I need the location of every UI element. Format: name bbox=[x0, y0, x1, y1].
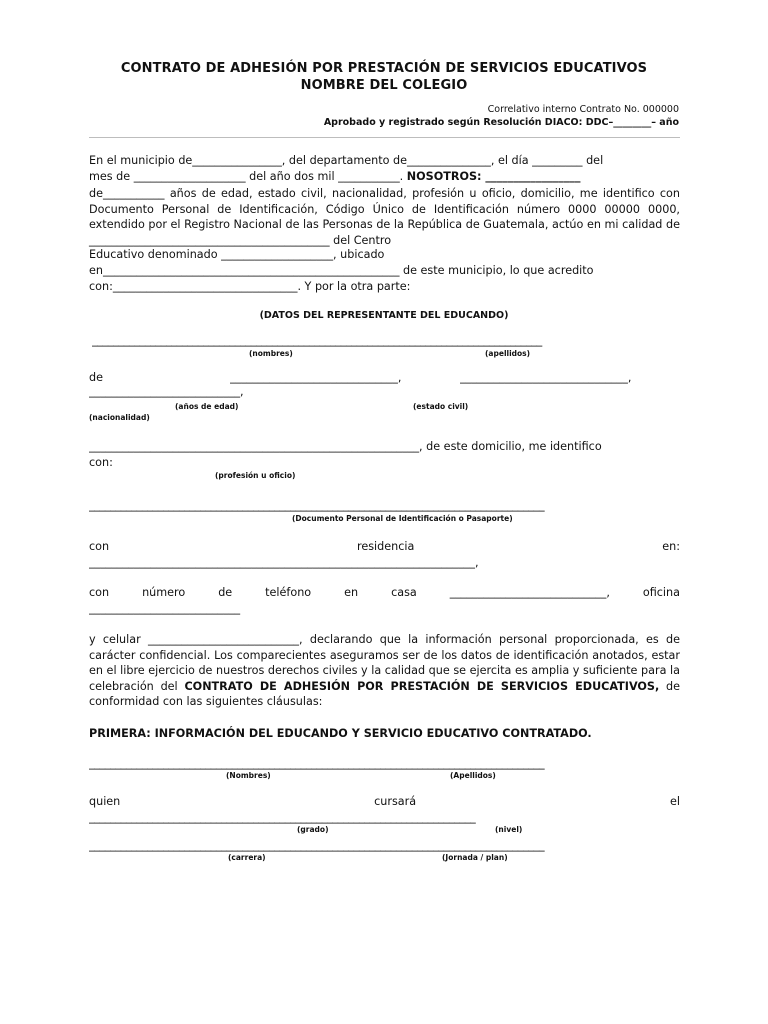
phone-casa: casa bbox=[391, 586, 417, 599]
student-name-line: ______________________________________________________________________________________ bbox=[89, 757, 545, 770]
civil-status-blank: ______________________________, bbox=[460, 371, 632, 384]
label-nivel: (nivel) bbox=[495, 825, 523, 834]
residence-word: residencia bbox=[356, 540, 415, 553]
label-student-apellidos: (Apellidos) bbox=[450, 771, 496, 780]
phone-oficina: oficina bbox=[642, 586, 680, 599]
office-phone-blank: ___________________________ bbox=[89, 602, 241, 615]
intro-paragraph: de___________ años de edad, estado civil, nacionalidad, profesión u oficio, domicilio, me identifico con Documento Personal de Identificación, Código Único de Identificación número 0000 00000 0000, extendido por el Registro Nacional de las Personas de la República de Guatemala, actúo en mi calidad de ___________________________________________ del Centro bbox=[89, 187, 680, 247]
declaration-text: y celular ___________________________, declarando que la información personal proporcionada, es de carácter confidencial. Los comparecientes aseguramos ser de los datos de identificación anotados, estar en el libre ejercicio de nuestros derechos civiles y la calidad que se ejercita es amplia y suficiente para la celebración del bbox=[89, 633, 680, 693]
phone-en: en bbox=[344, 586, 359, 599]
school-name: NOMBRE DEL COLEGIO bbox=[300, 78, 468, 93]
nosotros-label: NOSOTROS: _________________ bbox=[406, 170, 581, 183]
label-grado: (grado) bbox=[297, 825, 329, 834]
document-id-line: ______________________________________________________________________________________ bbox=[89, 499, 545, 512]
contract-number: Correlativo interno Contrato No. 000000 bbox=[487, 104, 679, 115]
intro-line-2 bbox=[89, 170, 680, 183]
contract-name-bold: CONTRATO DE ADHESIÓN POR PRESTACIÓN DE SERVICIOS EDUCATIVOS, bbox=[184, 679, 660, 693]
cursara-row bbox=[89, 795, 680, 808]
intro-line-2-text: mes de ____________________ del año dos mil ___________. bbox=[89, 170, 407, 183]
label-estado-civil: (estado civil) bbox=[413, 402, 469, 411]
document-title: CONTRATO DE ADHESIÓN POR PRESTACIÓN DE SERVICIOS EDUCATIVOS bbox=[120, 61, 648, 76]
intro-line-acredito: con:_________________________________. Y por la otra parte: bbox=[89, 280, 411, 293]
nationality-blank: ___________________________, bbox=[89, 385, 244, 398]
de-word: de bbox=[89, 371, 103, 384]
diaco-resolution: Aprobado y registrado según Resolución DIACO: DDC–________– año bbox=[323, 117, 679, 128]
career-line: ______________________________________________________________________________________ bbox=[89, 839, 545, 852]
quien-word: quien bbox=[89, 795, 121, 808]
label-apellidos: (apellidos) bbox=[485, 349, 531, 358]
cursara-word: cursará bbox=[374, 795, 417, 808]
representative-heading: (DATOS DEL REPRESENTANTE DEL EDUCANDO) bbox=[259, 310, 509, 321]
profession-line: ___________________________________________________________, de este domicilio, me identifico bbox=[89, 440, 602, 453]
clause-primera-heading: PRIMERA: INFORMACIÓN DEL EDUCANDO Y SERVICIO EDUCATIVO CONTRATADO. bbox=[89, 727, 592, 740]
header-divider bbox=[89, 137, 680, 138]
con-label: con: bbox=[89, 456, 113, 469]
declaration-paragraph bbox=[89, 632, 680, 710]
label-documento: (Documento Personal de Identificación o Pasaporte) bbox=[292, 514, 513, 523]
intro-line-ubicado: en_____________________________________________________ de este municipio, lo que acredito bbox=[89, 264, 594, 277]
phone-numero: número bbox=[142, 586, 186, 599]
label-nacionalidad: (nacionalidad) bbox=[89, 413, 150, 422]
label-carrera: (carrera) bbox=[228, 853, 266, 862]
residence-row bbox=[89, 540, 680, 553]
phone-con: con bbox=[89, 586, 110, 599]
residence-blank: _____________________________________________________________________, bbox=[89, 556, 479, 569]
phone-row bbox=[89, 586, 680, 599]
declaration-tail: de conformidad con las siguientes cláusulas: bbox=[89, 679, 681, 709]
label-student-nombres: (Nombres) bbox=[226, 771, 271, 780]
grade-level-line: _________________________________________________________________________ bbox=[89, 811, 476, 824]
label-nombres: (nombres) bbox=[249, 349, 293, 358]
intro-line-1: En el municipio de________________, del departamento de_______________, el día _________ del bbox=[89, 154, 604, 167]
label-profesion: (profesión u oficio) bbox=[215, 471, 296, 480]
phone-de: de bbox=[218, 586, 233, 599]
el-word: el bbox=[669, 795, 680, 808]
residence-en: en: bbox=[662, 540, 680, 553]
phone-telefono: teléfono bbox=[265, 586, 312, 599]
age-blank: ______________________________, bbox=[230, 371, 402, 384]
phone-home-blank: ____________________________, bbox=[449, 586, 610, 599]
residence-con: con bbox=[89, 540, 110, 553]
intro-line-educativo: Educativo denominado ____________________, ubicado bbox=[89, 248, 385, 261]
label-jornada: (Jornada / plan) bbox=[442, 853, 508, 862]
representative-name-line: _____________________________________________________________________________________ bbox=[92, 334, 542, 347]
label-anos-de-edad: (años de edad) bbox=[175, 402, 239, 411]
